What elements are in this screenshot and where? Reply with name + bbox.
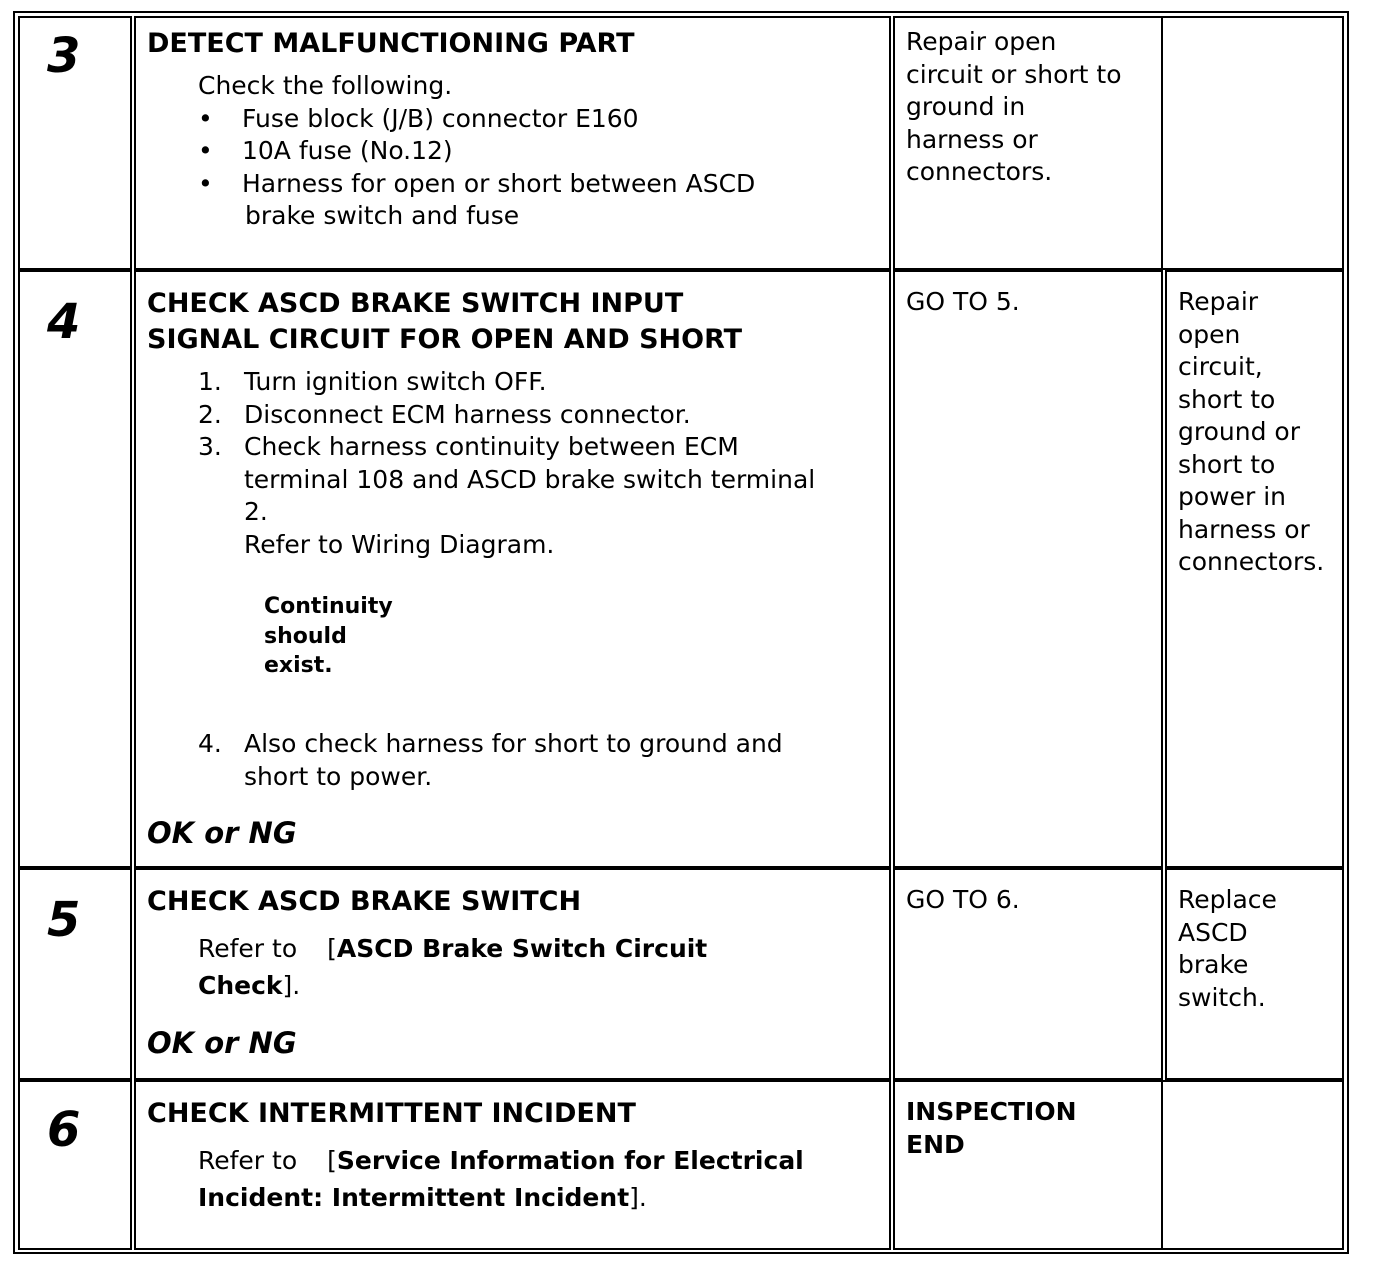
ok-result: INSPECTION END (906, 1097, 1077, 1159)
step-body: Refer to [Service Information for Electrical Incident: Intermittent Incident]. (198, 1146, 804, 1212)
check-list (198, 103, 755, 233)
ok-result-cell (893, 16, 1163, 270)
list-item: 2. Disconnect ECM harness connector. (198, 399, 691, 429)
step-content-cell (134, 16, 891, 270)
step-title: CHECK ASCD BRAKE SWITCH INPUT SIGNAL CIRCUIT FOR OPEN AND SHORT (147, 288, 743, 355)
ng-result-cell (1161, 16, 1344, 270)
ng-result: Repair open circuit, short to ground or short to power in harness or connectors. (1178, 287, 1325, 576)
step-title: CHECK INTERMITTENT INCIDENT (147, 1098, 636, 1129)
ng-result: Replace ASCD brake switch. (1178, 885, 1277, 1012)
step-body: Refer to [ASCD Brake Switch Circuit Check]. (198, 934, 708, 1000)
step-title: CHECK ASCD BRAKE SWITCH (147, 886, 582, 917)
procedure-steps (198, 366, 815, 561)
step-content-cell (134, 270, 891, 868)
bullet-icon: • (198, 168, 213, 198)
step-number-cell (18, 16, 132, 270)
list-item: • Harness for open or short between ASCD brake switch and fuse (198, 168, 756, 230)
ok-result-cell (893, 868, 1163, 1080)
bullet-icon: • (198, 136, 213, 165)
ok-result: GO TO 6. (906, 885, 1020, 914)
step-content-cell (134, 868, 891, 1080)
refer-label: Refer to (198, 934, 298, 963)
step-body (198, 70, 755, 233)
step-content-cell (134, 1080, 891, 1250)
list-item: • Fuse block (J/B) connector E160 (198, 103, 755, 136)
ok-result: GO TO 5. (906, 287, 1020, 316)
step-number-cell (18, 868, 132, 1080)
cross-reference-link[interactable]: ASCD Brake Switch Circuit (336, 934, 708, 963)
step-number: 6 (47, 1102, 81, 1158)
list-item: 4. Also check harness for short to ground and short to power. (198, 729, 783, 791)
ng-result-cell (1165, 868, 1344, 1080)
step-body (198, 366, 815, 561)
ng-result-cell (1161, 1080, 1344, 1250)
step-number-cell (18, 1080, 132, 1250)
list-item: 1. Turn ignition switch OFF. (198, 367, 547, 396)
step-number-cell (18, 270, 132, 868)
ng-result-cell (1165, 270, 1344, 868)
cross-reference-link[interactable]: Service Information for Electrical (336, 1146, 804, 1175)
step-number: 4 (47, 294, 81, 350)
step-number: 3 (47, 28, 81, 84)
step-intro: Check the following. (198, 71, 453, 100)
step-number: 5 (47, 892, 81, 948)
ok-result: Repair open circuit or short to ground in harness or connectors. (906, 27, 1122, 186)
cross-reference-link[interactable]: Incident: Intermittent Incident (198, 1183, 630, 1212)
ok-result-cell (893, 270, 1163, 868)
refer-label: Refer to (198, 1146, 298, 1175)
ok-or-ng-label: OK or NG (147, 816, 297, 850)
bullet-icon: • (198, 103, 213, 133)
step-title: DETECT MALFUNCTIONING PART (147, 28, 635, 59)
list-item: 3. Check harness continuity between ECM terminal 108 and ASCD brake switch terminal 2. Refer to Wiring Diagram. (198, 432, 816, 559)
cross-reference-link[interactable]: Check (198, 971, 283, 1000)
step-body-continued (198, 728, 783, 793)
ok-or-ng-label: OK or NG (147, 1026, 297, 1060)
ok-result-cell (893, 1080, 1163, 1250)
list-item: • 10A fuse (No.12) (198, 135, 755, 168)
continuity-note: Continuity should exist. (264, 594, 393, 678)
